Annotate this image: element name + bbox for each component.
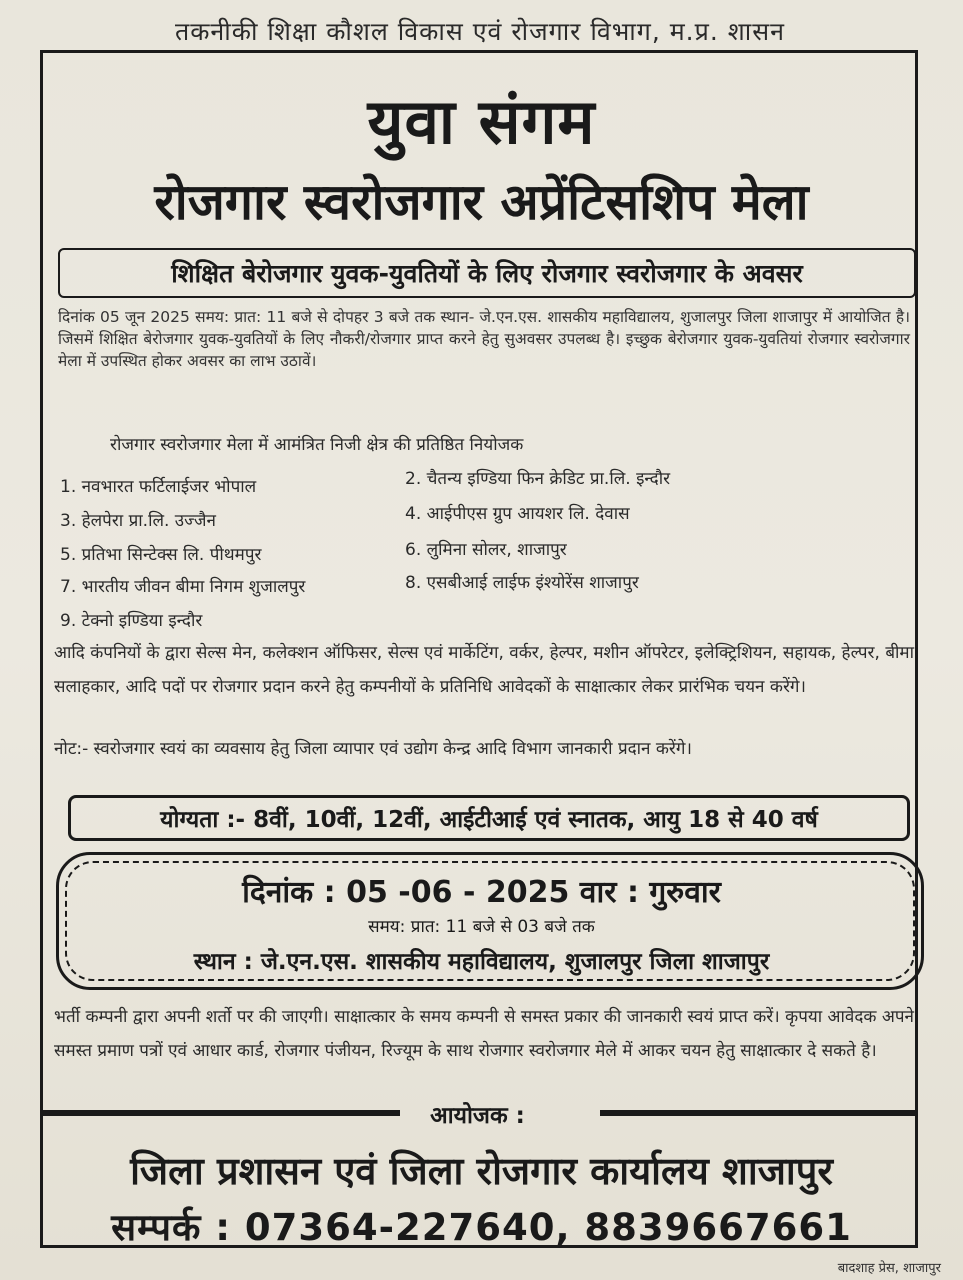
tagline-banner — [58, 248, 916, 298]
terms-paragraph: भर्ती कम्पनी द्वारा अपनी शर्तो पर की जाएगी। साक्षात्कार के समय कम्पनी से समस्त प्रकार की जानकारी स्वयं प्राप्त करें। कृपया आवेदक अपने समस्त प्रमाण पत्रों एवं आधार कार्ड, रोजगार पंजीयन, रिज्यूम के साथ रोजगार स्वरोजगार मेले में आकर चयन हेतु साक्षात्कार दे सकते है। — [54, 1007, 914, 1061]
intro-paragraph: दिनांक 05 जून 2025 समय: प्रात: 11 बजे से दोपहर 3 बजे तक स्थान- जे.एन.एस. शासकीय महाविद्यालय, शुजालपुर जिला शाजापुर में आयोजित है। जिसमें शिक्षित बेरोजगार युवक-युवतियों के लिए नौकरी/रोजगार प्राप्त करने हेतु सुअवसर उपलब्ध है। इच्छुक बेरोजगार युवक-युवतियां रोजगार स्वरोजगार मेला में उपस्थित होकर अवसर का लाभ उठावें। — [58, 308, 910, 370]
employer-item: 3. हेलपेरा प्रा.लि. उज्जैन — [60, 511, 216, 531]
employer-item: 2. चैतन्य इण्डिया फिन क्रेडिट प्रा.लि. इन्दौर — [405, 469, 671, 489]
employer-item: 1. नवभारत फर्टिलाईजर भोपाल — [60, 477, 257, 497]
sub-title: रोजगार स्वरोजगार अप्रेंटिसशिप मेला — [154, 173, 809, 231]
event-time: समय: प्रात: 11 बजे से 03 बजे तक — [368, 917, 595, 937]
roles-paragraph: आदि कंपनियों के द्वारा सेल्स मेन, कलेक्शन ऑफिसर, सेल्स एवं मार्केटिंग, वर्कर, हेल्पर, मशीन ऑपरेटर, इलेक्ट्रिशियन, सहायक, हेल्पर, बीमा सलाहकार, आदि पदों पर रोजगार प्रदान करने हेतु कम्पनीयों के प्रतिनिधि आवेदकों के साक्षात्कार लेकर प्रारंभिक चयन करेंगे। — [54, 643, 914, 697]
organizer-name: जिला प्रशासन एवं जिला रोजगार कार्यालय शाजापुर — [130, 1149, 833, 1193]
employer-item: 6. लुमिना सोलर, शाजापुर — [405, 540, 567, 560]
contact-numbers: सम्पर्क : 07364-227640, 8839667661 — [111, 1206, 852, 1249]
employer-item: 5. प्रतिभा सिन्टेक्स लि. पीथमपुर — [60, 545, 262, 565]
self-employment-note: नोट:- स्वरोजगार स्वयं का व्यवसाय हेतु जिला व्यापार एवं उद्योग केन्द्र आदि विभाग जानकारी प्रदान करेंगे। — [54, 739, 692, 759]
organizer-divider — [40, 1098, 915, 1128]
qualification-box — [68, 795, 910, 841]
employer-item: 9. टेक्नो इण्डिया इन्दौर — [60, 611, 203, 631]
employer-item: 7. भारतीय जीवन बीमा निगम शुजालपुर — [60, 577, 306, 597]
organizer-label: आयोजक : — [430, 1103, 525, 1129]
qualification-text: योग्यता :- 8वीं, 10वीं, 12वीं, आईटीआई एवं स्नातक, आयु 18 से 40 वर्ष — [160, 807, 818, 833]
main-title: युवा संगम — [367, 85, 596, 158]
employer-item: 4. आईपीएस ग्रुप आयशर लि. देवास — [405, 504, 630, 524]
printer-credit: बादशाह प्रेस, शाजापुर — [837, 1261, 941, 1276]
employers-heading: रोजगार स्वरोजगार मेला में आमंत्रित निजी क्षेत्र की प्रतिष्ठित नियोजक — [110, 435, 524, 455]
tagline-text: शिक्षित बेरोजगार युवक-युवतियों के लिए रोजगार स्वरोजगार के अवसर — [171, 259, 803, 288]
department-header: तकनीकी शिक्षा कौशल विकास एवं रोजगार विभाग, म.प्र. शासन — [174, 17, 786, 46]
event-venue: स्थान : जे.एन.एस. शासकीय महाविद्यालय, शुजालपुर जिला शाजापुर — [193, 949, 770, 975]
event-date: दिनांक : 05 -06 - 2025 वार : गुरुवार — [242, 875, 721, 910]
employer-item: 8. एसबीआई लाईफ इंश्योरेंस शाजापुर — [405, 573, 639, 593]
